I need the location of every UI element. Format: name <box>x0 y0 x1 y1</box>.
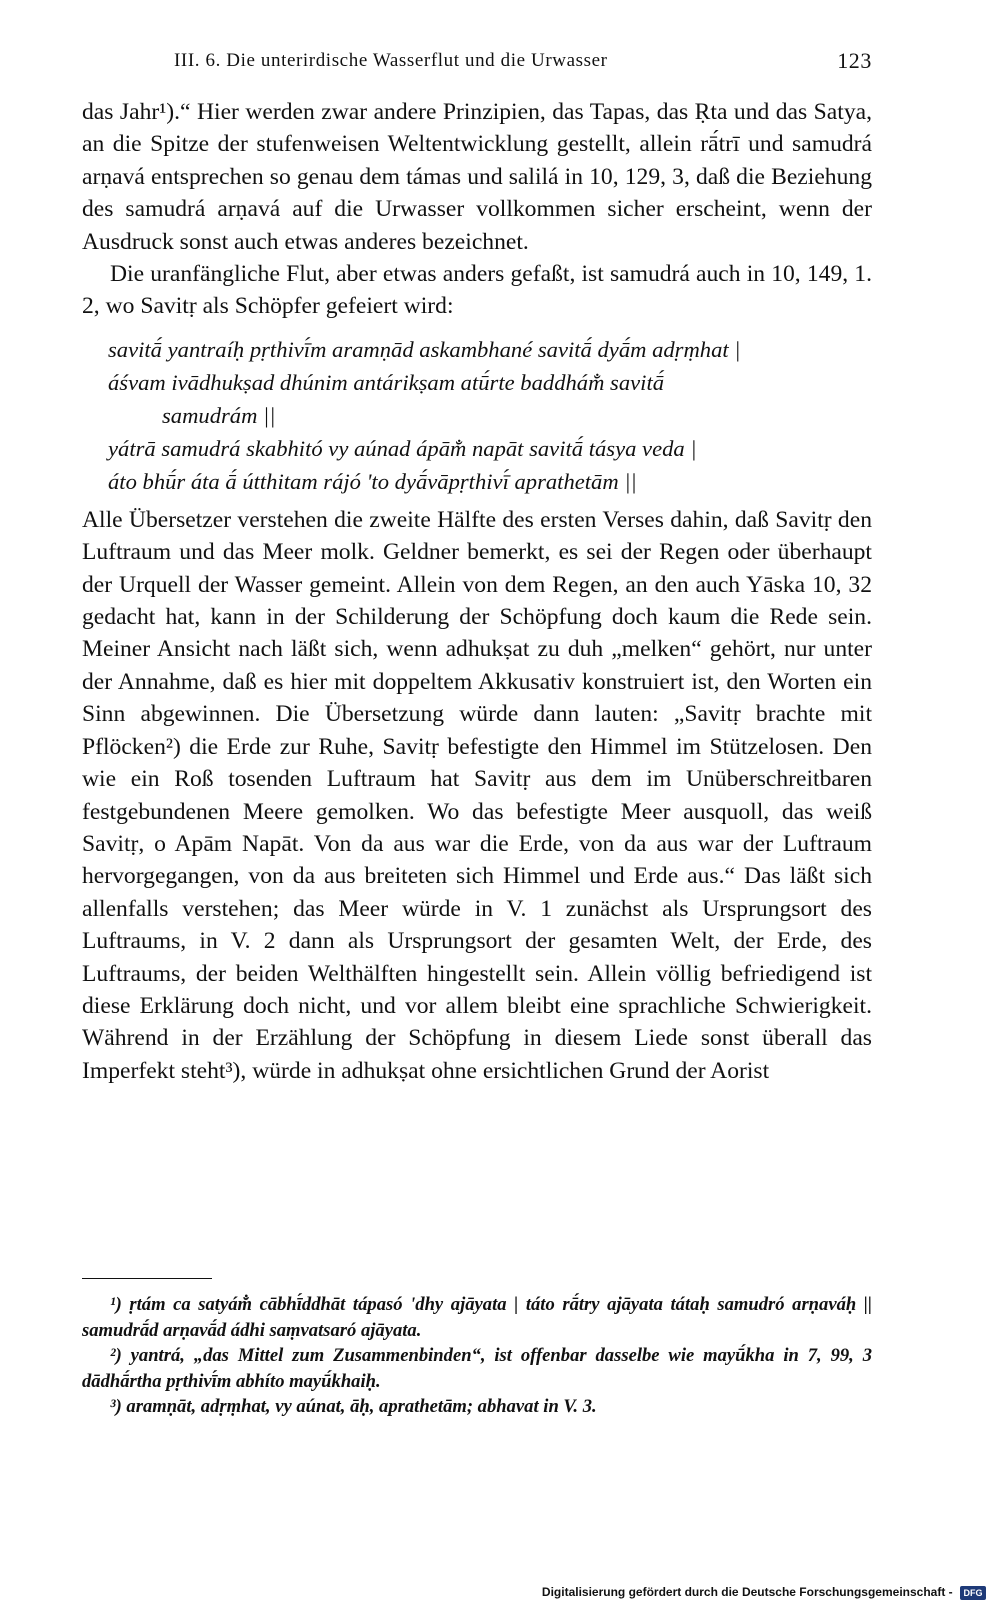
paragraph-1: das Jahr¹).“ Hier werden zwar andere Prinzipien, das Tapas, das Ṛta und das Satya, an die Spitze der stufenweisen Weltentwicklung gestellt, allein rā́trī und samudrá arṇavá entsprechen so genau dem támas und salilá in 10, 129, 3, daß die Beziehung des samudrá arṇavá auf die Urwasser vollkommen sicher erscheint, wenn der Ausdruck sonst auch etwas anderes bezeichnet. <box>82 99 872 255</box>
paragraph-3: Alle Übersetzer verstehen die zweite Hälfte des ersten Verses dahin, daß Savitṛ den Luftraum und das Meer molk. Geldner bemerkt, es sei der Regen oder überhaupt der Urquell der Wasser gemeint. Allein von dem Regen, an den auch Yāska 10, 32 gedacht hat, kann in der Schilderung der Schöpfung doch kaum die Rede sein. Meiner Ansicht nach läßt sich, wenn adhukṣat zu duh „melken“ gehört, nur unter der Annahme, daß es hier mit doppeltem Akkusativ konstruiert ist, den Worten ein Sinn abgewinnen. Die Übersetzung würde dann lauten: „Savitṛ brachte mit Pflöcken²) die Erde zur Ruhe, Savitṛ befestigte den Himmel im Stützelosen. Den wie ein Roß tosenden Luftraum hat Savitṛ aus dem im Unüberschreitbaren festgebundenen Meere gemolken. Wo das befestigte Meer ausquoll, das weiß Savitṛ, o Apām Napāt. Von da aus war die Erde, von da aus war der Luftraum hervorgegangen, von da aus breiteten sich Himmel und Erde aus.“ Das läßt sich allenfalls verstehen; das Meer würde in V. 1 zunächst als Ursprungsort des Luftraums, in V. 2 dann als Ursprungsort der gesamten Welt, der Erde, des Luftraums, der beiden Welthälften hingestellt sein. Allein völlig befriedigend ist diese Erklärung doch nicht, und vor allem bleibt eine sprachliche Schwierigkeit. Während in der Erzählung der Schöpfung in diesem Liede sonst überall das Imperfekt steht³), würde in adhukṣat ohne ersichtlichen Grund der Aorist <box>82 506 872 1084</box>
credit-text: Digitalisierung gefördert durch die Deutsche Forschungsgemeinschaft - <box>541 1585 953 1599</box>
page-header <box>82 46 872 78</box>
digitization-credit <box>542 1585 986 1605</box>
paragraph-2: Die uranfängliche Flut, aber etwas anders gefaßt, ist samudrá auch in 10, 149, 1. 2, wo Savitṛ als Schöpfer gefeiert wird: <box>82 261 872 320</box>
verse-block <box>108 333 872 498</box>
footnotes <box>82 1292 872 1420</box>
verse-line: savitā́ yantraíḥ pṛthivī́m aramṇād askambhané savitā́ dyā́m adṛṃhat | <box>108 336 741 362</box>
verse-line: áto bhū́r áta ā́ útthitam rájó 'to dyā́vāpṛthivī́ aprathetām || <box>108 468 637 494</box>
page-number: 123 <box>837 48 872 73</box>
dfg-logo-icon: DFG <box>960 1586 986 1600</box>
verse-line: samudrám || <box>162 402 276 428</box>
verse-line: áśvam ivādhukṣad dhúnim antárikṣam atū́rte baddhám̐ savitā́ <box>108 369 665 395</box>
footnote-1: ¹) ṛtám ca satyám̐ cābhī́ddhāt tápasó 'dhy ajāyata | táto rā́try ajāyata tátaḥ samudró arṇaváḥ || samudrā́d arṇavā́d ádhi saṃvatsaró ajāyata. <box>82 1294 872 1341</box>
verse-line: yátrā samudrá skabhitó vy aúnad ápām̐ napāt savitā́ tásya veda | <box>108 435 697 461</box>
footnote-2: ²) yantrá, „das Mittel zum Zusammenbinden“, ist offenbar dasselbe wie mayū́kha in 7, 99, 3 dādhā́rtha pṛthivī́m abhíto mayū́khaiḥ. <box>82 1345 872 1392</box>
footnote-rule <box>82 1278 212 1279</box>
running-title: III. 6. Die unterirdische Wasserflut und die Urwasser <box>174 50 608 71</box>
footnote-3: ³) aramṇāt, adṛṃhat, vy aúnat, āḥ, aprathetām; abhavat in V. 3. <box>110 1396 597 1418</box>
body-text <box>82 96 872 1087</box>
